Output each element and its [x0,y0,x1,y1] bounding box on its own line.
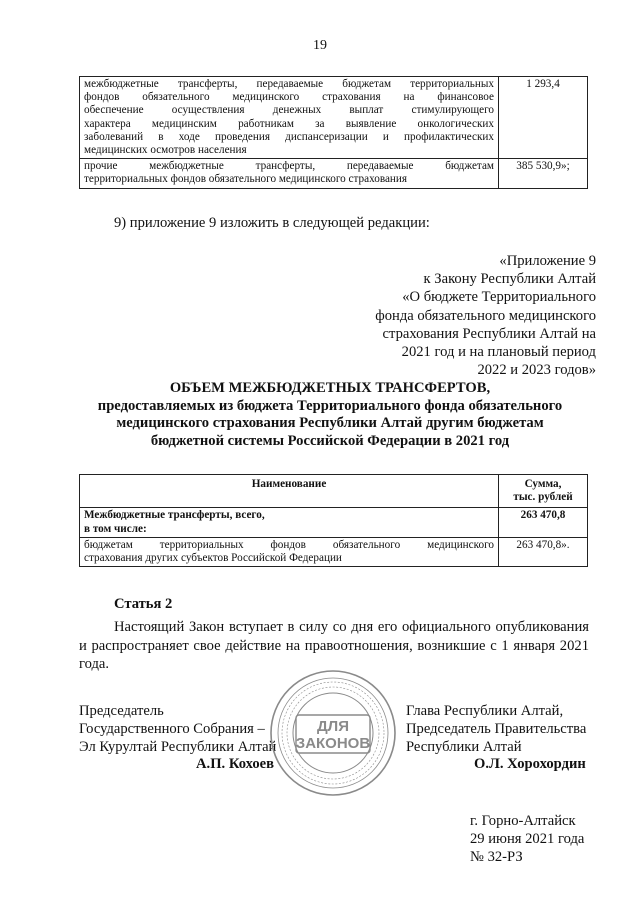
header-name: Наименование [80,475,499,508]
annex-title: ОБЪЕМ МЕЖБЮДЖЕТНЫХ ТРАНСФЕРТОВ, предоставляемых из бюджета Территориального фонда обязательного медицинского страхования Республики Алтай другим бюджетам бюджетной системы Российской Федерации в 2021 год [97,380,563,449]
table-row [80,159,588,188]
table-row-total [80,508,588,537]
official-stamp [268,668,398,798]
row-amount: 263 470,8 [499,508,588,537]
amendment-item-9: 9) приложение 9 изложить в следующей редакции: [114,215,430,231]
table-row [80,537,588,566]
page-number: 19 [313,38,327,53]
transfers-table-continued [79,76,588,189]
transfers-table-2021 [79,474,588,567]
row-name: межбюджетные трансферты, передаваемые бюджетам территориальных фондов обязательного медицинского страхования на финансовое обеспечение осуществления денежных выплат стимулирующего характера медицинским работникам за выявление онкологических заболеваний в ходе проведения диспансеризации и профилактических медицинских осмотров населения [80,77,499,159]
signature-right: Глава Республики Алтай, Председатель Правительства Республики Алтай [406,703,587,755]
row-name: прочие межбюджетные трансферты, передаваемые бюджетам территориальных фондов обязательного медицинского страхования [80,159,499,188]
table-row [80,77,588,159]
svg-text:ЗАКОНОВ: ЗАКОНОВ [295,735,371,752]
row-name: Межбюджетные трансферты, всего, в том числе: [80,508,499,537]
svg-text:ДЛЯ: ДЛЯ [317,718,349,735]
place-date-number: г. Горно-Алтайск 29 июня 2021 года № 32-РЗ [470,813,585,865]
header-sum: Сумма, тыс. рублей [499,475,588,508]
table-header-row [80,475,588,508]
signatory-name-right: О.Л. Хорохордин [474,756,586,772]
row-amount: 1 293,4 [499,77,588,159]
row-name: бюджетам территориальных фондов обязательного медицинского страхования других субъектов Российской Федерации [80,537,499,566]
article-text: Настоящий Закон вступает в силу со дня его официального опубликования и распространяет свое действие на правоотношения, возникшие с 1 января 2021 года. [79,619,589,672]
row-amount: 263 470,8». [499,537,588,566]
row-amount: 385 530,9»; [499,159,588,188]
article-heading: Статья 2 [114,596,173,612]
signatory-name-left: А.П. Кохоев [196,756,275,772]
annex-header: «Приложение 9 к Закону Республики Алтай «О бюджете Территориального фонда обязательного медицинского страхования Республики Алтай на 2021 год и на плановый период 2022 и 2023 годов» [375,253,596,379]
signature-left: Председатель Государственного Собрания – Эл Курултай Республики Алтай [79,703,277,755]
